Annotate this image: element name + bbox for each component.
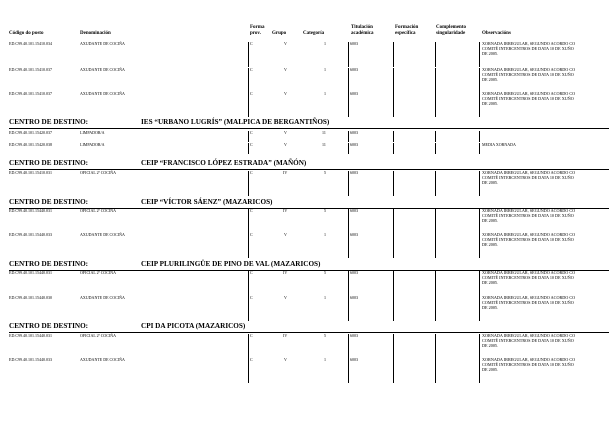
cell-denominacion: LIMPADOR/A	[80, 130, 105, 135]
obs-line: COMITÉ INTERCENTROS DE DATA 10 DE XUÑO	[482, 45, 574, 51]
header-observacions: Observacións	[482, 31, 511, 36]
obs-line: XORNADA IRREGULAR, SEGUNDO ACORDO CO	[482, 208, 576, 213]
cell-separator	[479, 131, 480, 142]
center-label: CENTRO DE DESTINO:	[9, 159, 89, 167]
cell-code: ED.C99.40.101.15410.037	[9, 91, 52, 96]
cell-code: ED.C99.40.101.15440.031	[9, 333, 52, 338]
cell-forma: C	[250, 142, 253, 147]
obs-line: XORNADA IRREGULAR, SEGUNDO ACORDO CO	[482, 295, 576, 300]
obs-line: COMITÉ INTERCENTROS DE DATA 10 DE XUÑO	[482, 337, 574, 343]
cell-observacions	[482, 42, 610, 56]
obs-line: XORNADA IRREGULAR, SEGUNDO ACORDO CO	[482, 357, 576, 362]
cell-separator	[435, 68, 436, 93]
cell-forma: C	[250, 357, 253, 362]
cell-code: ED.C99.40.101.15410.034	[9, 41, 52, 46]
cell-titulacion: 6003	[350, 130, 358, 135]
cell-separator	[248, 334, 249, 359]
header-forma-line2: prov.	[250, 30, 261, 36]
cell-categoria: 5	[324, 170, 326, 175]
cell-observacions	[482, 296, 610, 310]
cell-titulacion: 6003	[350, 142, 358, 147]
cell-separator	[348, 143, 349, 154]
cell-separator	[248, 42, 249, 67]
obs-line: DE 2005.	[482, 100, 499, 106]
cell-separator	[248, 68, 249, 93]
cell-observacions	[482, 92, 610, 106]
cell-titulacion: 6003	[350, 232, 358, 237]
cell-separator	[393, 233, 394, 258]
cell-separator	[435, 92, 436, 117]
center-label: CENTRO DE DESTINO:	[9, 260, 89, 268]
cell-denominacion: OFICIAL 2ª COCIÑA	[80, 333, 117, 338]
cell-forma: C	[250, 91, 253, 96]
cell-denominacion: AXUDANTE DE COCIÑA	[80, 67, 125, 72]
cell-observacions: MEDIA XORNADA	[482, 142, 516, 147]
table-row	[0, 131, 615, 142]
obs-line: DE 2005.	[482, 342, 499, 348]
cell-observacions	[482, 358, 610, 372]
cell-code: ED.C99.40.101.15410.037	[9, 67, 52, 72]
cell-grupo: V	[284, 295, 287, 300]
cell-observacions	[482, 171, 610, 185]
cell-categoria: 11	[322, 130, 326, 135]
cell-separator	[348, 334, 349, 359]
header-titulacion-line1: Titulación	[351, 25, 373, 30]
cell-forma: C	[250, 270, 253, 275]
cell-separator	[248, 358, 249, 383]
obs-line: DE 2005.	[482, 179, 499, 185]
cell-grupo: V	[284, 41, 287, 46]
center-name: CEIP “FRANCISCO LÓPEZ ESTRADA” (MAÑÓN)	[141, 159, 307, 167]
header-formacion	[395, 25, 418, 36]
cell-separator	[479, 68, 480, 93]
cell-titulacion: 6003	[350, 357, 358, 362]
cell-denominacion: OFICIAL 2ª COCIÑA	[80, 170, 117, 175]
cell-forma: C	[250, 295, 253, 300]
table-row	[0, 358, 615, 383]
cell-titulacion: 6003	[350, 295, 358, 300]
obs-line: COMITÉ INTERCENTROS DE DATA 10 DE XUÑO	[482, 299, 574, 305]
cell-grupo: IV	[283, 170, 288, 175]
obs-line: DE 2005.	[482, 304, 499, 310]
cell-denominacion: AXUDANTE DE COCIÑA	[80, 91, 125, 96]
obs-line: DE 2005.	[482, 50, 499, 56]
obs-line: XORNADA IRREGULAR, SEGUNDO ACORDO CO	[482, 67, 576, 72]
cell-separator	[348, 68, 349, 93]
cell-separator	[393, 42, 394, 67]
cell-denominacion: OFICIAL 2ª COCIÑA	[80, 270, 117, 275]
cell-observacions	[482, 233, 610, 247]
cell-grupo: V	[284, 67, 287, 72]
obs-line: DE 2005.	[482, 241, 499, 247]
cell-separator	[435, 296, 436, 321]
table-row	[0, 143, 615, 154]
cell-separator	[393, 131, 394, 142]
cell-forma: C	[250, 41, 253, 46]
cell-observacions	[482, 334, 610, 348]
table-row	[0, 334, 615, 359]
cell-code: ED.C99.40.101.15420.037	[9, 130, 52, 135]
cell-separator	[348, 271, 349, 296]
cell-observacions	[482, 68, 610, 82]
cell-separator	[479, 334, 480, 359]
cell-titulacion: 6003	[350, 170, 358, 175]
cell-separator	[479, 296, 480, 321]
table-row	[0, 68, 615, 93]
cell-separator	[248, 131, 249, 142]
cell-observacions	[482, 209, 610, 223]
cell-separator	[435, 358, 436, 383]
obs-line: DE 2005.	[482, 217, 499, 223]
obs-line: COMITÉ INTERCENTROS DE DATA 10 DE XUÑO	[482, 274, 574, 280]
center-label: CENTRO DE DESTINO:	[9, 322, 89, 330]
cell-forma: C	[250, 232, 253, 237]
table-row	[0, 209, 615, 234]
table-row	[0, 271, 615, 296]
header-formacion-line1: Formación	[395, 25, 419, 30]
cell-grupo: V	[284, 130, 287, 135]
cell-separator	[348, 358, 349, 383]
header-denominacion: Denominación	[80, 31, 111, 36]
cell-forma: C	[250, 67, 253, 72]
cell-grupo: V	[284, 232, 287, 237]
cell-separator	[348, 131, 349, 142]
obs-line: COMITÉ INTERCENTROS DE DATA 10 DE XUÑO	[482, 174, 574, 180]
cell-code: ED.C99.40.101.15440.033	[9, 232, 52, 237]
obs-line: COMITÉ INTERCENTROS DE DATA 10 DE XUÑO	[482, 71, 574, 77]
cell-separator	[435, 233, 436, 258]
cell-titulacion: 6003	[350, 91, 358, 96]
obs-line: DE 2005.	[482, 76, 499, 82]
center-name: CEIP “VÍCTOR SÁENZ” (MAZARICOS)	[141, 198, 273, 206]
cell-separator	[348, 92, 349, 117]
cell-categoria: 5	[324, 208, 326, 213]
obs-line: XORNADA IRREGULAR, SEGUNDO ACORDO CO	[482, 270, 576, 275]
cell-separator	[248, 92, 249, 117]
cell-code: ED.C99.40.101.15440.030	[9, 295, 52, 300]
cell-separator	[393, 68, 394, 93]
cell-separator	[479, 209, 480, 234]
cell-denominacion: AXUDANTE DE COCIÑA	[80, 357, 125, 362]
center-name: IES “URBANO LUGRÍS” (MALPICA DE BERGANTIÑOS)	[141, 118, 330, 126]
cell-forma: C	[250, 130, 253, 135]
center-name: CPI DA PICOTA (MAZARICOS)	[141, 322, 246, 330]
cell-grupo: V	[284, 91, 287, 96]
center-label: CENTRO DE DESTINO:	[9, 118, 89, 126]
center-name: CEIP PLURILINGÜE DE PINO DE VAL (MAZARICOS)	[141, 260, 321, 268]
cell-separator	[393, 296, 394, 321]
cell-categoria: 1	[324, 232, 326, 237]
cell-separator	[248, 233, 249, 258]
cell-categoria: 1	[324, 41, 326, 46]
table-row	[0, 233, 615, 258]
cell-code: ED.C99.40.101.15440.031	[9, 208, 52, 213]
cell-separator	[435, 143, 436, 154]
cell-grupo: IV	[283, 333, 288, 338]
header-codigo: Código do posto	[9, 31, 44, 36]
cell-separator	[248, 296, 249, 321]
header-grupo: Grupo	[272, 31, 287, 36]
obs-line: DE 2005.	[482, 279, 499, 285]
table-row	[0, 92, 615, 117]
cell-separator	[393, 209, 394, 234]
cell-categoria: 5	[324, 333, 326, 338]
cell-forma: C	[250, 333, 253, 338]
cell-separator	[248, 171, 249, 196]
cell-categoria: 1	[324, 91, 326, 96]
cell-separator	[393, 143, 394, 154]
cell-titulacion: 6003	[350, 67, 358, 72]
obs-line: COMITÉ INTERCENTROS DE DATA 10 DE XUÑO	[482, 212, 574, 218]
header-complemento-line1: Complemento	[436, 25, 466, 30]
cell-separator	[479, 233, 480, 258]
cell-separator	[435, 131, 436, 142]
cell-forma: C	[250, 170, 253, 175]
cell-separator	[435, 271, 436, 296]
cell-denominacion: LIMPADOR/A	[80, 142, 105, 147]
cell-forma: C	[250, 208, 253, 213]
header-titulacion-line2: académica	[351, 30, 374, 36]
cell-denominacion: AXUDANTE DE COCIÑA	[80, 295, 125, 300]
header-formacion-line2: específica	[395, 30, 416, 36]
cell-separator	[479, 143, 480, 154]
cell-grupo: IV	[283, 208, 288, 213]
cell-separator	[348, 171, 349, 196]
cell-separator	[435, 209, 436, 234]
cell-separator	[248, 143, 249, 154]
cell-observacions	[482, 271, 610, 285]
cell-categoria: 1	[324, 357, 326, 362]
cell-code: ED.C99.40.101.15410.031	[9, 170, 52, 175]
cell-denominacion: AXUDANTE DE COCIÑA	[80, 232, 125, 237]
cell-separator	[393, 271, 394, 296]
cell-separator	[479, 171, 480, 196]
header-titulacion	[351, 25, 374, 36]
cell-code: ED.C99.40.101.15420.038	[9, 142, 52, 147]
cell-separator	[348, 209, 349, 234]
header-forma-line1: Forma	[250, 25, 265, 30]
cell-categoria: 5	[324, 270, 326, 275]
table-row	[0, 171, 615, 196]
obs-line: XORNADA IRREGULAR, SEGUNDO ACORDO CO	[482, 333, 576, 338]
cell-separator	[435, 171, 436, 196]
cell-titulacion: 6003	[350, 208, 358, 213]
cell-separator	[393, 334, 394, 359]
cell-separator	[248, 209, 249, 234]
obs-line: XORNADA IRREGULAR, SEGUNDO ACORDO CO	[482, 170, 576, 175]
cell-separator	[393, 358, 394, 383]
cell-code: ED.C99.40.101.15440.031	[9, 270, 52, 275]
obs-line: DE 2005.	[482, 366, 499, 372]
cell-separator	[479, 358, 480, 383]
cell-separator	[479, 271, 480, 296]
center-divider	[9, 128, 609, 129]
cell-separator	[393, 92, 394, 117]
header-complemento-line2: singularidade	[436, 30, 466, 36]
obs-line: XORNADA IRREGULAR, SEGUNDO ACORDO CO	[482, 91, 576, 96]
cell-grupo: IV	[283, 270, 288, 275]
cell-separator	[348, 233, 349, 258]
obs-line: COMITÉ INTERCENTROS DE DATA 10 DE XUÑO	[482, 361, 574, 367]
obs-line: COMITÉ INTERCENTROS DE DATA 10 DE XUÑO	[482, 95, 574, 101]
cell-titulacion: 6003	[350, 41, 358, 46]
center-label: CENTRO DE DESTINO:	[9, 198, 89, 206]
header-forma	[250, 25, 264, 36]
cell-separator	[435, 334, 436, 359]
cell-separator	[248, 271, 249, 296]
cell-separator	[479, 42, 480, 67]
cell-categoria: 11	[322, 142, 326, 147]
obs-line: COMITÉ INTERCENTROS DE DATA 10 DE XUÑO	[482, 236, 574, 242]
cell-separator	[479, 92, 480, 117]
header-complemento	[436, 25, 466, 36]
cell-separator	[348, 296, 349, 321]
cell-categoria: 1	[324, 67, 326, 72]
header-categoria: Categoría	[303, 31, 325, 36]
cell-grupo: V	[284, 142, 287, 147]
cell-separator	[348, 42, 349, 67]
cell-code: ED.C99.40.101.15440.033	[9, 357, 52, 362]
cell-separator	[393, 171, 394, 196]
cell-denominacion: AXUDANTE DE COCIÑA	[80, 41, 125, 46]
cell-titulacion: 6003	[350, 270, 358, 275]
cell-separator	[435, 42, 436, 67]
cell-titulacion: 6003	[350, 333, 358, 338]
cell-grupo: V	[284, 357, 287, 362]
table-row	[0, 42, 615, 67]
cell-denominacion: OFICIAL 2ª COCIÑA	[80, 208, 117, 213]
table-row	[0, 296, 615, 321]
obs-line: XORNADA IRREGULAR, SEGUNDO ACORDO CO	[482, 232, 576, 237]
obs-line: XORNADA IRREGULAR, SEGUNDO ACORDO CO	[482, 41, 576, 46]
cell-categoria: 1	[324, 295, 326, 300]
